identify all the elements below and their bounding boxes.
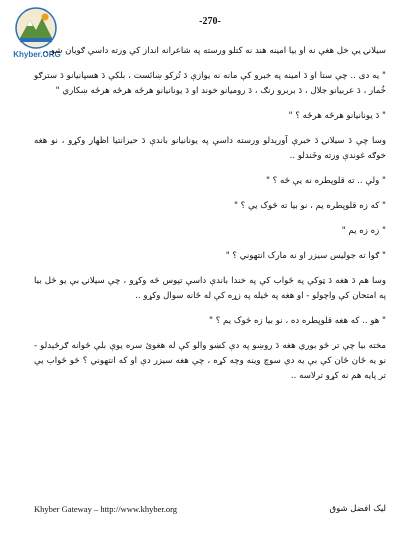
paragraph: سیلانۍ یې خل هغې نه او بیا امینه هند نه کتلو ورسته په شاعرانه انداز کې ورته داسې ګویان شو .. [42,46,386,56]
paragraph: " یه دی .. چې ستا او دَ امینه په خبرو کې مانه نه یوازې دَ تُرکو ښائست ، بلکې دَ هسپانیانو دَ سترګو خُمار ، دَ عربیانو جلال ، دَ بربرو رنګ ، دَ رومیانو خوند او دَ یونانیانو هرځه هرځه هرځه ښکاري " [34,71,386,96]
footer-source-link: Khyber Gateway – http://www.khyber.org [34,504,178,514]
paragraph: " زه زه یم " [341,226,386,236]
page-number: -270- [199,16,221,27]
document-body [34,44,386,394]
paragraph: وسا هم دَ هغه دَ ټوکې په ځواب کې په خندا باندې داسې تپوس څه وکړو ، چې سیلانۍ بې یو څل بیا په امتحان کې واچولو - او هغه په څیله په زړه کې له ځانه سوال وکړو .. [34,276,386,301]
paragraph: مخته بیا چې تر څو بوري هغه دَ روښو په دې کښو والو کې له هغوئ سره یوې بلې ځوانه ګرځېدلو - نو یه ځان ځان کې بې یه دې سوچ وینه وچه کړه ، چې هغه سیزر دې او که انتهوني ؟ څو ځواب یې تر پایه هم نه کړو ترلاسه .. [34,341,386,381]
paragraph: " که زه قلوپطره یم ، نو بیا ته څوک یې ؟ " [234,201,386,211]
footer-author: لیک افضل شوق [329,504,386,514]
paragraph: " ګوا ته جولیس سیزر او نه مارک انتهوني ؟ " [225,251,386,261]
logo-text: Khyber.ORG [13,50,61,59]
paragraph: " هو .. که هغه قلوپطره ده ، نو بیا زه څوک یم ؟ " [209,316,386,326]
paragraph: " ولې .. ته قلوپطره نه یې څه ؟ " [266,176,386,186]
paragraph: " دَ یونانیانو هرځه هرځه ؟ " [288,111,386,121]
paragraph: وسا چې دَ سیلانۍ دَ خبرې آورېدلو ورسته داسې په یونانیانو باندې دَ حیرانتیا اظهار وکړو ، نو هغه خوګه غوندې ورته وخَندلو .. [34,136,386,161]
